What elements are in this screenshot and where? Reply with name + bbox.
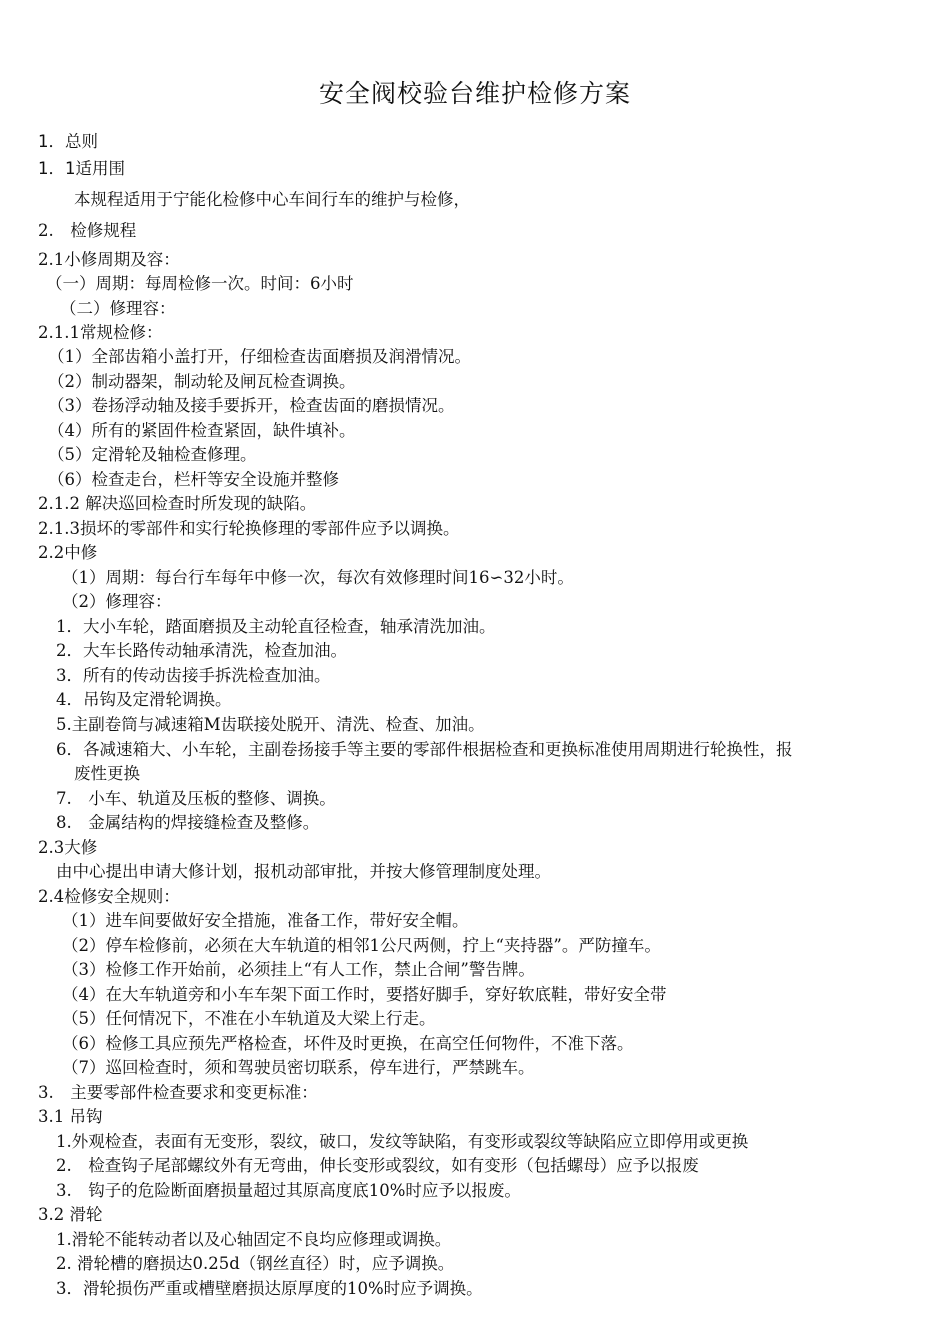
section-heading: 1．总则 [38, 132, 98, 151]
list-item: 8. 金属结构的焊接缝检查及整修。 [56, 813, 320, 832]
list-item: （5）定滑轮及轴检查修理。 [48, 445, 257, 464]
list-item: （3）卷扬浮动轴及接手要拆开，检查齿面的磨损情况。 [48, 396, 455, 415]
list-item: （1）周期：每台行车每年中修一次，每次有效修理时间16∽32小时。 [62, 568, 574, 587]
list-item: 2. 检查钩子尾部螺纹外有无弯曲，伸长变形或裂纹，如有变形（包括螺母）应予以报废 [56, 1156, 699, 1175]
list-item: （2）修理容： [62, 592, 172, 611]
list-item: 2. 滑轮槽的磨损达0.25d（钢丝直径）时，应予调换。 [56, 1254, 455, 1273]
list-item: （二）修理容： [60, 299, 176, 318]
list-item: （7）巡回检查时，须和驾驶员密切联系，停车进行，严禁跳车。 [62, 1058, 535, 1077]
subsection-heading: 2.1.1常规检修： [38, 323, 163, 342]
list-item: 7. 小车、轨道及压板的整修、调换。 [56, 789, 336, 808]
list-item: （一）周期：每周检修一次。时间：6小时 [46, 274, 354, 293]
section-heading: 3. 主要零部件检查要求和变更标准： [38, 1083, 318, 1102]
list-item: （1）进车间要做好安全措施，准备工作，带好安全帽。 [62, 911, 469, 930]
list-item: 1．大小车轮，踏面磨损及主动轮直径检查，轴承清洗加油。 [56, 617, 496, 636]
list-item: 5.主副卷筒与减速箱M齿联接处脱开、清洗、检查、加油。 [56, 715, 485, 734]
list-item: 4．吊钩及定滑轮调换。 [56, 690, 232, 709]
subsection-heading: 2.2中修 [38, 543, 98, 562]
list-item: （4）在大车轨道旁和小车车架下面工作时，要搭好脚手，穿好软底鞋，带好安全带 [62, 985, 667, 1004]
subsection-heading: 3.2 滑轮 [38, 1205, 103, 1224]
list-item: 1.滑轮不能转动者以及心轴固定不良均应修理或调换。 [56, 1230, 452, 1249]
list-item: （5）任何情况下，不准在小车轨道及大梁上行走。 [62, 1009, 436, 1028]
subsection-heading: 2.1小修周期及容： [38, 250, 180, 269]
list-item: （6）检修工具应预先严格检查，坏件及时更换，在高空任何物件，不准下落。 [62, 1034, 634, 1053]
list-item: 3．所有的传动齿接手拆洗检查加油。 [56, 666, 331, 685]
list-item: （2）停车检修前，必须在大车轨道的相邻1公尺两侧，拧上“夹持器”。严防撞车。 [62, 936, 661, 955]
subsection-heading: 2.1.3损坏的零部件和实行轮换修理的零部件应予以调换。 [38, 519, 460, 538]
list-item: （6）检查走台，栏杆等安全设施并整修 [48, 470, 339, 489]
list-item: （3）检修工作开始前，必须挂上“有人工作，禁止合闸”警告牌。 [62, 960, 535, 979]
list-item: 3．滑轮损伤严重或槽壁磨损达原厚度的10%时应予调换。 [56, 1279, 483, 1298]
list-item: 3. 钩子的危险断面磨损量超过其原高度底10%时应予以报废。 [56, 1181, 521, 1200]
list-item: （1）全部齿箱小盖打开，仔细检查齿面磨损及润滑情况。 [48, 347, 471, 366]
subsection-heading: 2.3大修 [38, 838, 98, 857]
paragraph: 本规程适用于宁能化检修中心车间行车的维护与检修， [74, 190, 470, 209]
page-title: 安全阀校验台维护检修方案 [318, 79, 631, 108]
list-item: （2）制动器架，制动轮及闸瓦检查调换。 [48, 372, 356, 391]
list-item-continuation: 废性更换 [74, 764, 140, 783]
paragraph: 由中心提出申请大修计划，报机动部审批，并按大修管理制度处理。 [56, 862, 551, 881]
subsection-heading: 3.1 吊钩 [38, 1107, 103, 1126]
subsection-heading: 1．1适用围 [38, 159, 125, 178]
subsection-heading: 2.1.2 解决巡回检查时所发现的缺陷。 [38, 494, 317, 513]
list-item: 6．各减速箱大、小车轮，主副卷扬接手等主要的零部件根据检查和更换标准使用周期进行轮换性，报 [56, 740, 793, 759]
list-item: （4）所有的紧固件检查紧固，缺件填补。 [48, 421, 356, 440]
section-heading: 2. 检修规程 [38, 221, 137, 240]
list-item: 2．大车长路传动轴承清洗，检查加油。 [56, 641, 347, 660]
subsection-heading: 2.4检修安全规则： [38, 887, 180, 906]
list-item: 1.外观检查，表面有无变形，裂纹，破口，发纹等缺陷，有变形或裂纹等缺陷应立即停用或更换 [56, 1132, 749, 1151]
